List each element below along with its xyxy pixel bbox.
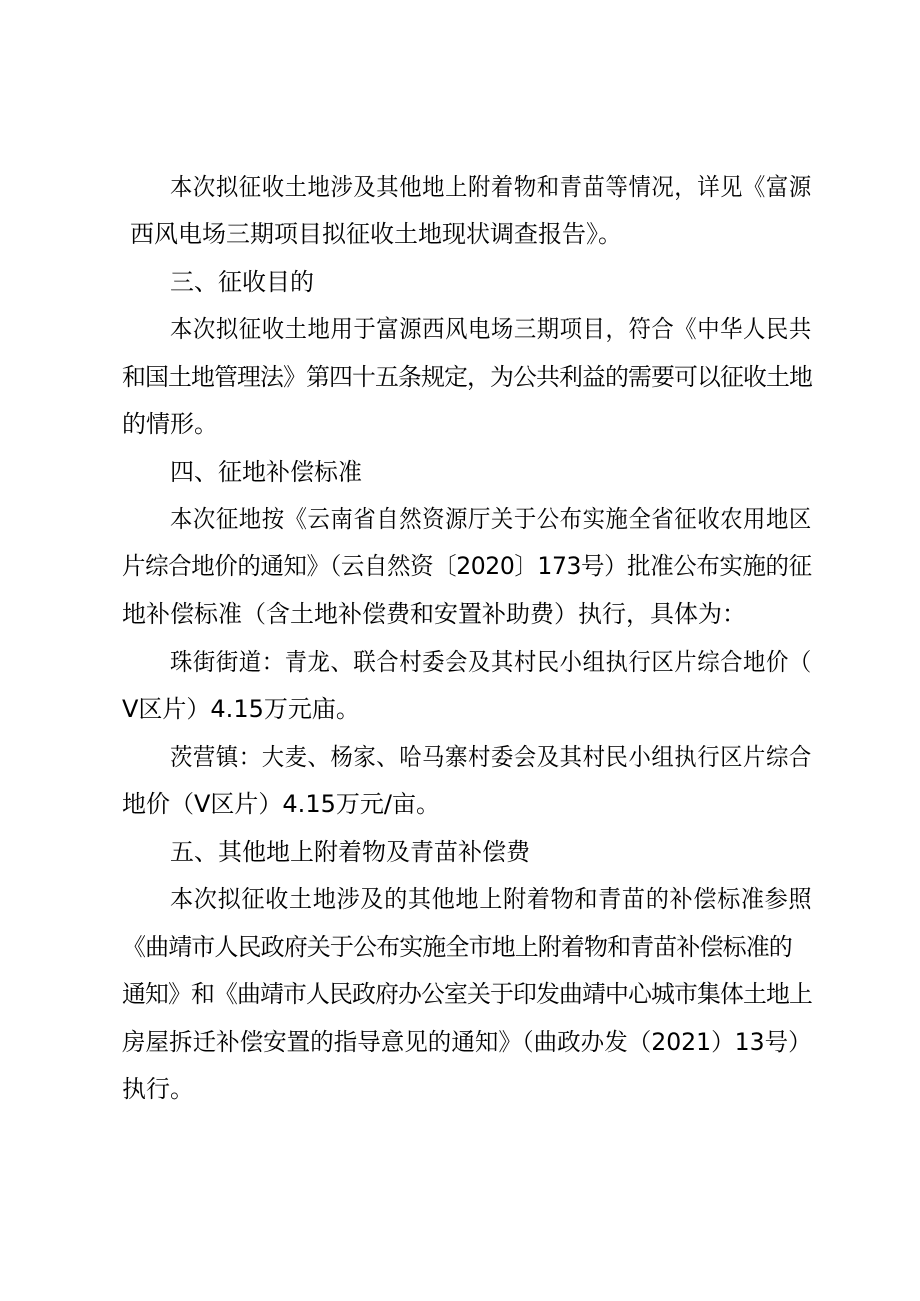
paragraph-line: 地补偿标准（含土地补偿费和安置补助费）执行，具体为： <box>122 600 746 628</box>
paragraph-line: 片综合地价的通知》（云自然资〔2020〕173号）批准公布实施的征 <box>122 552 812 580</box>
paragraph-line: 通知》和《曲靖市人民政府办公室关于印发曲靖中心城市集体土地上 <box>122 980 813 1008</box>
paragraph-line: 和国土地管理法》第四十五条规定，为公共利益的需要可以征收土地 <box>122 363 813 391</box>
paragraph-line: 本次拟征收土地涉及其他地上附着物和青苗等情况，详见《富源 <box>170 173 812 201</box>
paragraph-line: 本次拟征收土地用于富源西风电场三期项目，符合《中华人民共 <box>170 315 812 343</box>
section-heading: 五、其他地上附着物及青苗补偿费 <box>170 838 530 866</box>
paragraph-line: 房屋拆迁补偿安置的指导意见的通知》（曲政办发（2021）13号） <box>122 1028 812 1056</box>
paragraph-line: 茨营镇：大麦、杨家、哈马寨村委会及其村民小组执行区片综合 <box>170 743 812 771</box>
paragraph-line: 执行。 <box>122 1075 194 1103</box>
paragraph-line: 的情形。 <box>122 410 218 438</box>
paragraph-line: 《曲靖市人民政府关于公布实施全市地上附着物和青苗补偿标准的 <box>122 933 792 961</box>
paragraph-line: V区片）4.15万元庙。 <box>122 695 360 723</box>
section-heading: 四、征地补偿标准 <box>170 458 362 486</box>
paragraph-line: 西风电场三期项目拟征收土地现状调查报告》。 <box>130 220 622 248</box>
paragraph-line: 本次拟征收土地涉及的其他地上附着物和青苗的补偿标准参照 <box>170 885 813 913</box>
paragraph-line: 珠街街道：青龙、联合村委会及其村民小组执行区片综合地价（ <box>170 648 812 676</box>
paragraph-line: 本次征地按《云南省自然资源厅关于公布实施全省征收农用地区 <box>170 505 812 533</box>
paragraph-line: 地价（V区片）4.15万元/亩。 <box>122 790 440 818</box>
section-heading: 三、征收目的 <box>170 268 314 296</box>
